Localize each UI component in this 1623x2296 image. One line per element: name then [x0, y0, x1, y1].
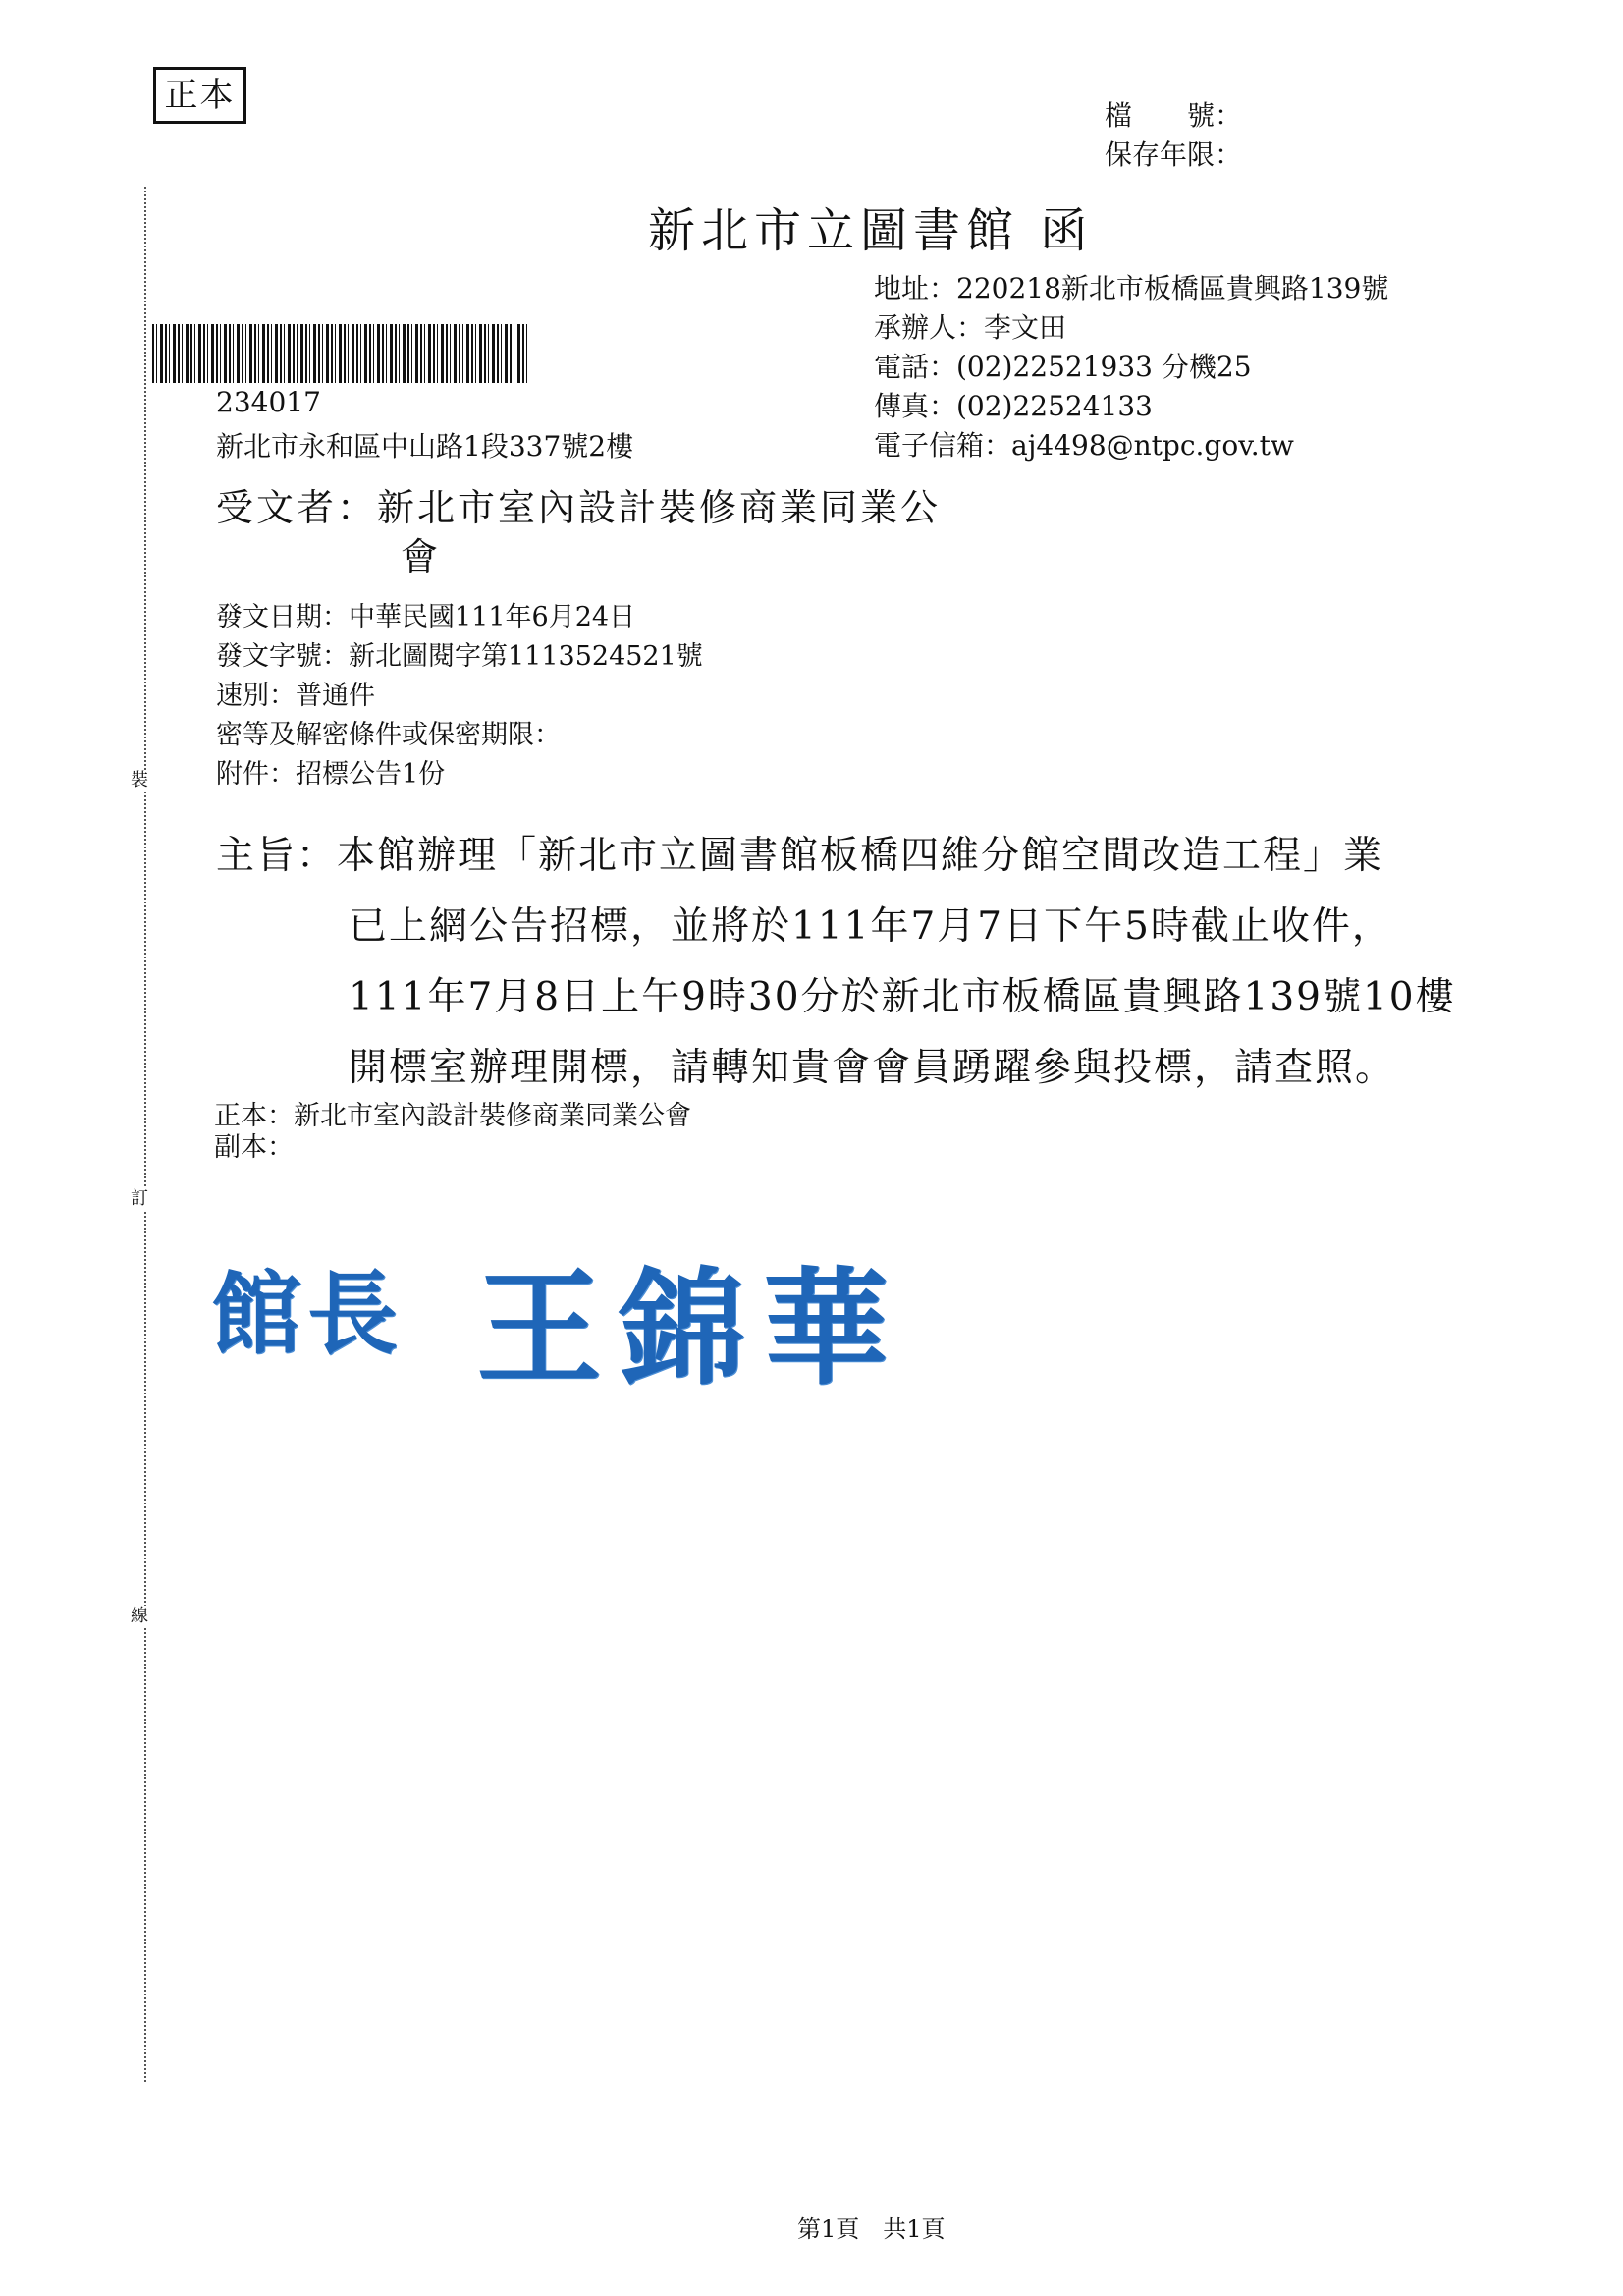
- recipient-line-2: 會: [401, 535, 442, 578]
- document-title: 新北市立圖書館 函: [648, 203, 1094, 258]
- document-number: 發文字號：新北圖閱字第1113524521號: [216, 641, 703, 672]
- contact-handler: 承辦人：李文田: [874, 311, 1067, 344]
- subject-line-1: 主旨：本館辦理「新北市立圖書館板橋四維分館空間改造工程」業: [216, 834, 1384, 878]
- binding-mark-zhuang: 裝: [131, 770, 148, 791]
- contact-phone: 電話：(02)22521933 分機25: [874, 351, 1252, 383]
- contact-email: 電子信箱：aj4498@ntpc.gov.tw: [874, 429, 1294, 462]
- issue-date: 發文日期：中華民國111年6月24日: [216, 602, 636, 632]
- retention-period-label: 保存年限：: [1105, 138, 1243, 171]
- postal-code: 234017: [216, 386, 321, 418]
- binding-mark-xian: 線: [131, 1606, 148, 1626]
- duplicate-copy-recipient: 副本：: [214, 1132, 294, 1163]
- signature-title-stamp: 館長: [211, 1261, 405, 1367]
- recipient-line-1: 受文者：新北市室內設計裝修商業同業公: [216, 486, 942, 529]
- contact-address: 地址：220218新北市板橋區貴興路139號: [874, 272, 1389, 304]
- binding-mark-ding: 訂: [131, 1188, 148, 1209]
- original-copy-stamp: 正本: [153, 67, 246, 124]
- subject-line-2: 已上網公告招標，並將於111年7月7日下午5時截止收件，: [349, 904, 1392, 949]
- mailing-address: 新北市永和區中山路1段337號2樓: [216, 430, 634, 463]
- subject-line-3: 111年7月8日上午9時30分於新北市板橋區貴興路139號10樓: [349, 975, 1456, 1019]
- postal-barcode: [152, 324, 530, 383]
- delivery-speed: 速別：普通件: [216, 681, 375, 711]
- signature-name-stamp: 王錦華: [476, 1255, 907, 1402]
- page-footer: 第1頁 共1頁: [797, 2215, 946, 2243]
- contact-fax: 傳真：(02)22524133: [874, 390, 1153, 422]
- subject-line-4: 開標室辦理開標，請轉知貴會會員踴躍參與投標，請查照。: [349, 1046, 1396, 1090]
- secrecy-level: 密等及解密條件或保密期限：: [216, 720, 561, 750]
- attachment: 附件：招標公告1份: [216, 759, 446, 790]
- binding-margin-line: [144, 187, 146, 2082]
- original-copy-recipient: 正本：新北市室內設計裝修商業同業公會: [214, 1101, 691, 1131]
- file-number-label: 檔 號：: [1105, 99, 1243, 132]
